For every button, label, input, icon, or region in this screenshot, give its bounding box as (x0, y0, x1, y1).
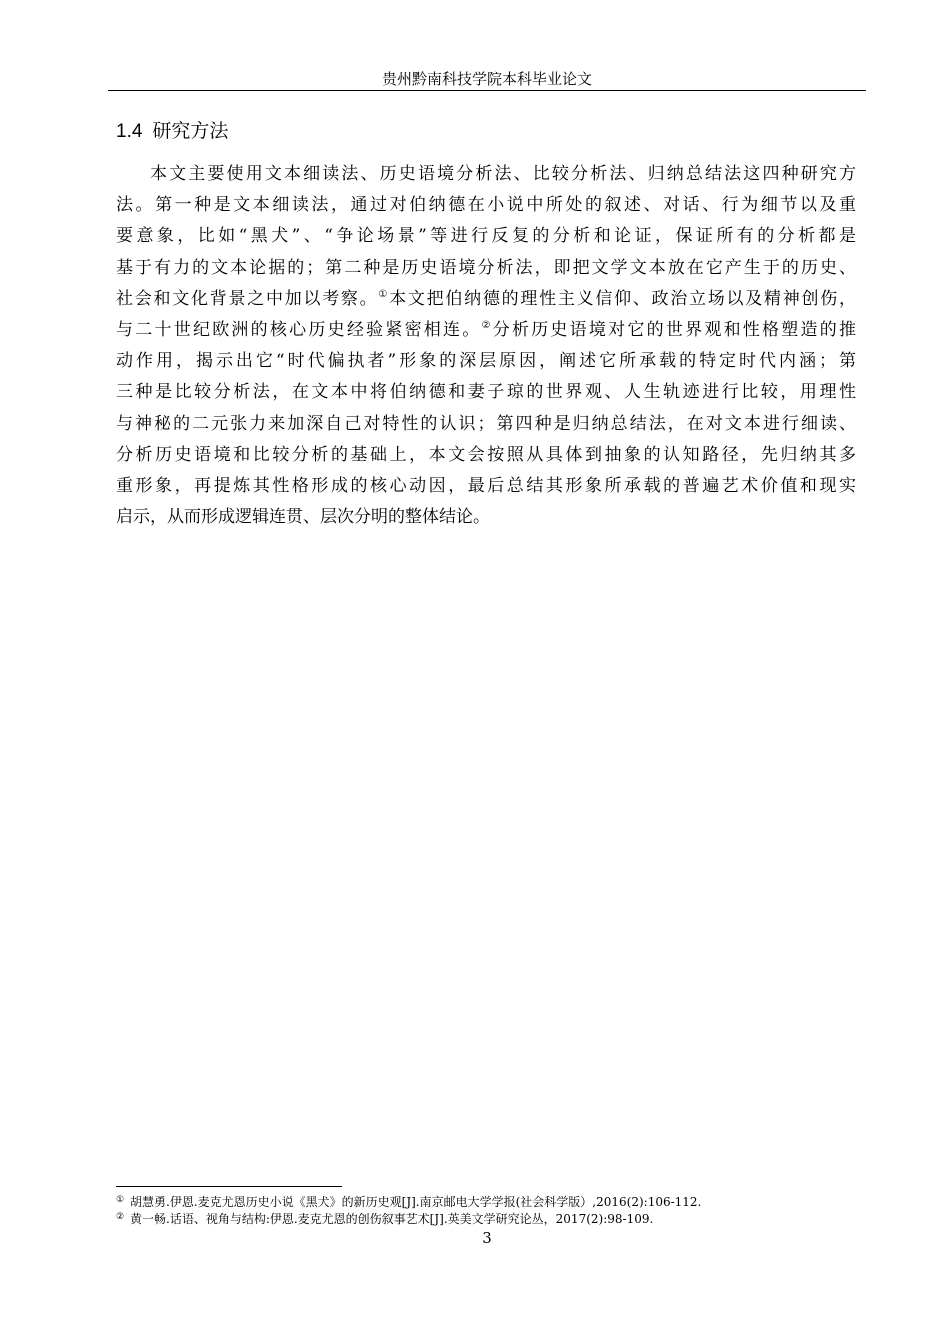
paragraph-line (116, 315, 856, 346)
paragraph-line: 与神秘的二元张力来加深自己对特性的认识；第四种是归纳总结法，在对文本进行细读、 (116, 413, 856, 434)
paragraph-line: 分析历史语境和比较分析的基础上，本文会按照从具体到抽象的认知路径，先归纳其多 (116, 444, 856, 465)
paragraph-line: 重形象，再提炼其性格形成的核心动因，最后总结其形象所承载的普遍艺术价值和现实 (116, 475, 856, 496)
section-title: 研究方法 (152, 120, 229, 142)
page-number: 3 (482, 1229, 492, 1247)
body-paragraph (116, 159, 856, 533)
paragraph-line: 本文主要使用文本细读法、历史语境分析法、比较分析法、归纳总结法这四种研究方 (150, 164, 856, 184)
header-divider (108, 90, 866, 91)
footnote-text: 胡慧勇.伊恩.麦克尤恩历史小说《黑犬》的新历史观[J].南京邮电大学学报(社会科学版）,2016(2):106-112. (130, 1195, 702, 1209)
line-segment: 本文把伯纳德的理性主义信仰、政治立场以及精神创伤， (389, 288, 857, 309)
line-segment: 社会和文化背景之中加以考察。 (116, 288, 379, 309)
paragraph-line: 动作用，揭示出它“时代偏执者”形象的深层原因，阐述它所承载的特定时代内涵；第 (116, 351, 856, 372)
running-header: 贵州黔南科技学院本科毕业论文 (381, 70, 592, 88)
line-segment: 分析历史语境对它的世界观和性格塑造的推 (492, 319, 856, 340)
section-number: 1.4 (116, 121, 143, 142)
footnote-ref-1[interactable]: ① (378, 288, 390, 300)
paragraph-line: 要意象，比如“黑犬”、“争论场景”等进行反复的分析和论证，保证所有的分析都是 (116, 226, 856, 247)
paragraph-line (116, 284, 856, 315)
paragraph-line: 三种是比较分析法，在文本中将伯纳德和妻子琼的世界观、人生轨迹进行比较，用理性 (116, 382, 856, 403)
footnote-1: ① 胡慧勇.伊恩.麦克尤恩历史小说《黑犬》的新历史观[J].南京邮电大学学报(社会科学版）,2016(2):106-112. (116, 1195, 702, 1209)
section-heading (116, 118, 228, 145)
footnote-separator (116, 1186, 342, 1187)
footnote-2: ② 黄一畅.话语、视角与结构:伊恩.麦克尤恩的创伤叙事艺术[J].英美文学研究论丛，2017(2):98-109. (116, 1212, 654, 1226)
footnote-ref-2[interactable]: ② (481, 319, 493, 331)
paragraph-line: 基于有力的文本论据的；第二种是历史语境分析法，即把文学文本放在它产生于的历史、 (116, 257, 856, 278)
paragraph-line: 启示，从而形成逻辑连贯、层次分明的整体结论。 (116, 507, 490, 528)
footnote-text: 黄一畅.话语、视角与结构:伊恩.麦克尤恩的创伤叙事艺术[J].英美文学研究论丛，2017(2):98-109. (130, 1212, 654, 1226)
line-segment: 与二十世纪欧洲的核心历史经验紧密相连。 (116, 319, 482, 340)
paragraph-line: 法。第一种是文本细读法，通过对伯纳德在小说中所处的叙述、对话、行为细节以及重 (116, 195, 856, 216)
